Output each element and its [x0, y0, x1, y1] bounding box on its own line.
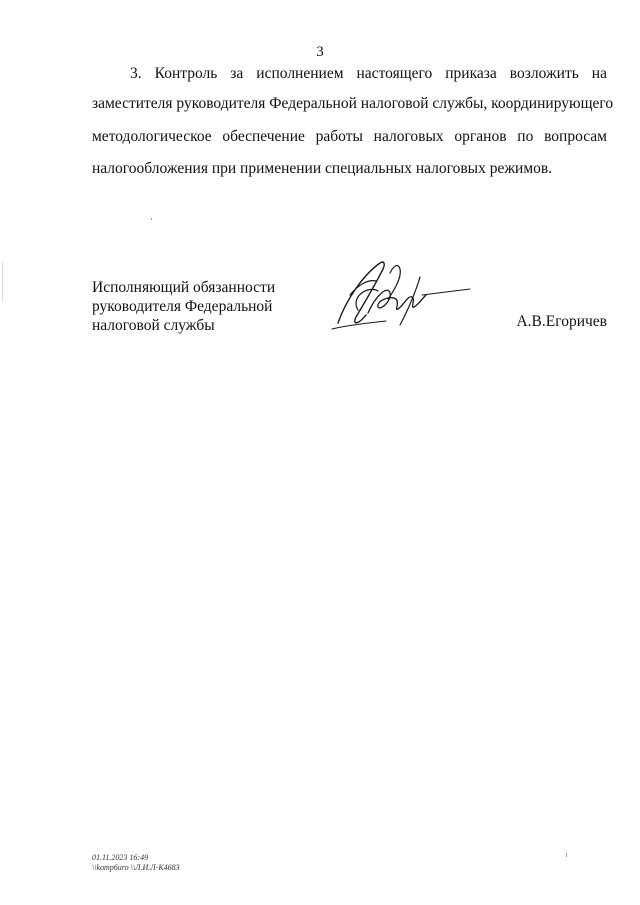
- paragraph-line: методологическое обеспечение работы налоговых органов по вопросам: [92, 128, 607, 145]
- document-footer: [92, 853, 180, 873]
- footer-reference: \\komp6uro \\Л.И.Л-К4683: [92, 863, 180, 872]
- paragraph-line: налогообложения при применении специальных налоговых режимов.: [92, 160, 553, 177]
- signatory-line: руководителя Федеральной: [92, 298, 273, 315]
- paragraph-line: заместителя руководителя Федеральной налоговой службы, координирующего: [92, 95, 614, 112]
- paragraph-line: 3. Контроль за исполнением настоящего приказа возложить на: [130, 65, 607, 82]
- page-number: 3: [316, 44, 324, 60]
- signatory-title: [92, 278, 275, 335]
- signer-name: А.В.Егоричев: [516, 313, 607, 330]
- footer-timestamp: 01.11.2023 16:49: [92, 853, 149, 862]
- signatory-line: Исполняющий обязанности: [92, 279, 276, 296]
- signatory-line: налоговой службы: [92, 317, 215, 334]
- handwritten-signature: [328, 255, 473, 340]
- scan-speck: [151, 218, 152, 220]
- scan-speck: [566, 853, 567, 857]
- scan-edge-mark: [2, 262, 3, 302]
